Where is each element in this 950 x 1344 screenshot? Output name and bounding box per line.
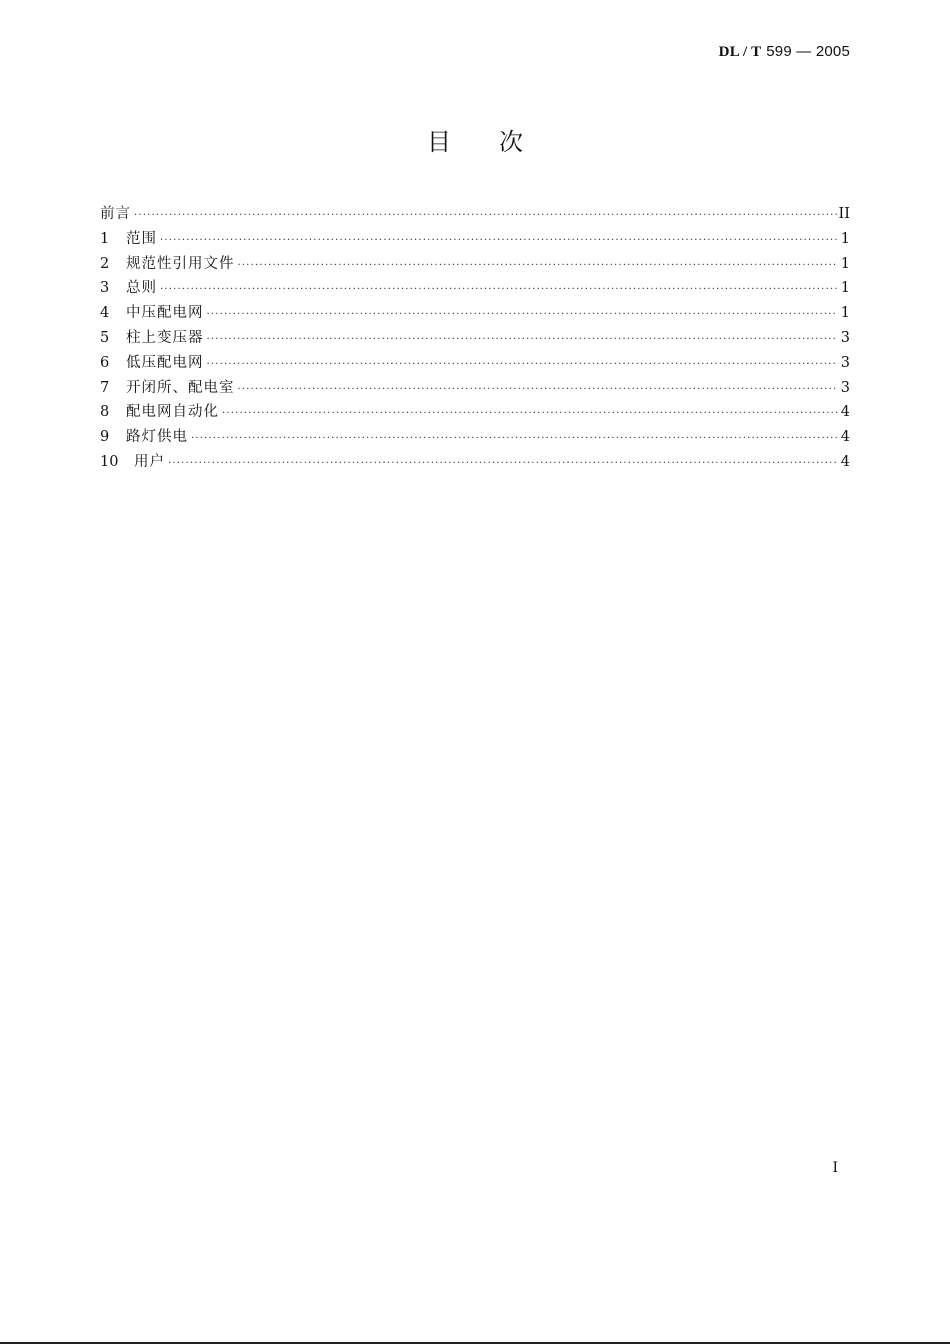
toc-leader-dots [207, 334, 839, 345]
toc-entry-number: 2 [100, 255, 110, 272]
toc-entry-6[interactable] [100, 351, 850, 376]
toc-entry-number: 7 [100, 379, 110, 396]
toc-entry-page: 4 [840, 453, 850, 470]
toc-entry-title: 开闭所、配电室 [126, 379, 235, 396]
toc-entry-page: 3 [840, 354, 850, 371]
toc-entry-10[interactable] [100, 450, 850, 475]
toc-entry-page: 3 [840, 329, 850, 346]
toc-entry-number: 8 [100, 404, 110, 421]
toc-entry-number: 6 [100, 354, 110, 371]
toc-leader-dots [207, 359, 839, 370]
toc-leader-dots [238, 384, 839, 395]
toc-entry-title: 低压配电网 [126, 354, 204, 371]
toc-leader-dots [168, 458, 838, 469]
toc-entry-title: 总则 [126, 280, 157, 297]
toc-leader-dots [134, 210, 837, 221]
toc-entry-number: 9 [100, 429, 110, 446]
toc-entry-title: 配电网自动化 [126, 404, 219, 421]
toc-entry-page: 1 [840, 230, 850, 247]
toc-entry-4[interactable] [100, 301, 850, 326]
toc-entry-title: 中压配电网 [126, 305, 204, 322]
toc-entry-number: 4 [100, 305, 110, 322]
toc-entry-page: 4 [840, 404, 850, 421]
toc-entry-foreword[interactable] [100, 202, 850, 227]
toc-entry-title: 路灯供电 [126, 429, 188, 446]
toc-leader-dots [160, 235, 838, 246]
toc-leader-dots [207, 309, 839, 320]
toc-entry-title: 前言 [100, 206, 131, 222]
toc-entry-title: 范围 [126, 230, 157, 247]
toc-leader-dots [191, 433, 838, 444]
page-number: I [832, 1160, 838, 1176]
standard-code-number: 599 — 2005 [766, 43, 850, 60]
toc-entry-number: 3 [100, 280, 110, 297]
toc-entry-3[interactable] [100, 276, 850, 301]
toc-entry-number: 5 [100, 329, 110, 346]
toc-leader-dots [222, 408, 838, 419]
toc-entry-number: 1 [100, 230, 110, 247]
table-of-contents [100, 202, 850, 475]
toc-entry-8[interactable] [100, 400, 850, 425]
toc-entry-9[interactable] [100, 425, 850, 450]
toc-entry-page: 3 [840, 379, 850, 396]
toc-leader-dots [160, 284, 838, 295]
toc-entry-2[interactable] [100, 252, 850, 277]
standard-code [719, 42, 850, 61]
standard-code-prefix: DL / T [718, 44, 762, 60]
toc-leader-dots [238, 260, 839, 271]
toc-entry-title: 柱上变压器 [126, 329, 204, 346]
toc-entry-page: II [838, 206, 850, 222]
page-title: 目次 [427, 128, 571, 156]
toc-entry-7[interactable] [100, 376, 850, 401]
toc-entry-page: 1 [840, 280, 850, 297]
toc-entry-title: 用户 [134, 453, 165, 470]
toc-entry-page: 4 [840, 429, 850, 446]
toc-entry-title: 规范性引用文件 [126, 255, 235, 272]
toc-entry-1[interactable] [100, 227, 850, 252]
toc-entry-5[interactable] [100, 326, 850, 351]
toc-entry-page: 1 [840, 305, 850, 322]
toc-entry-number: 10 [100, 453, 119, 470]
toc-entry-page: 1 [840, 255, 850, 272]
